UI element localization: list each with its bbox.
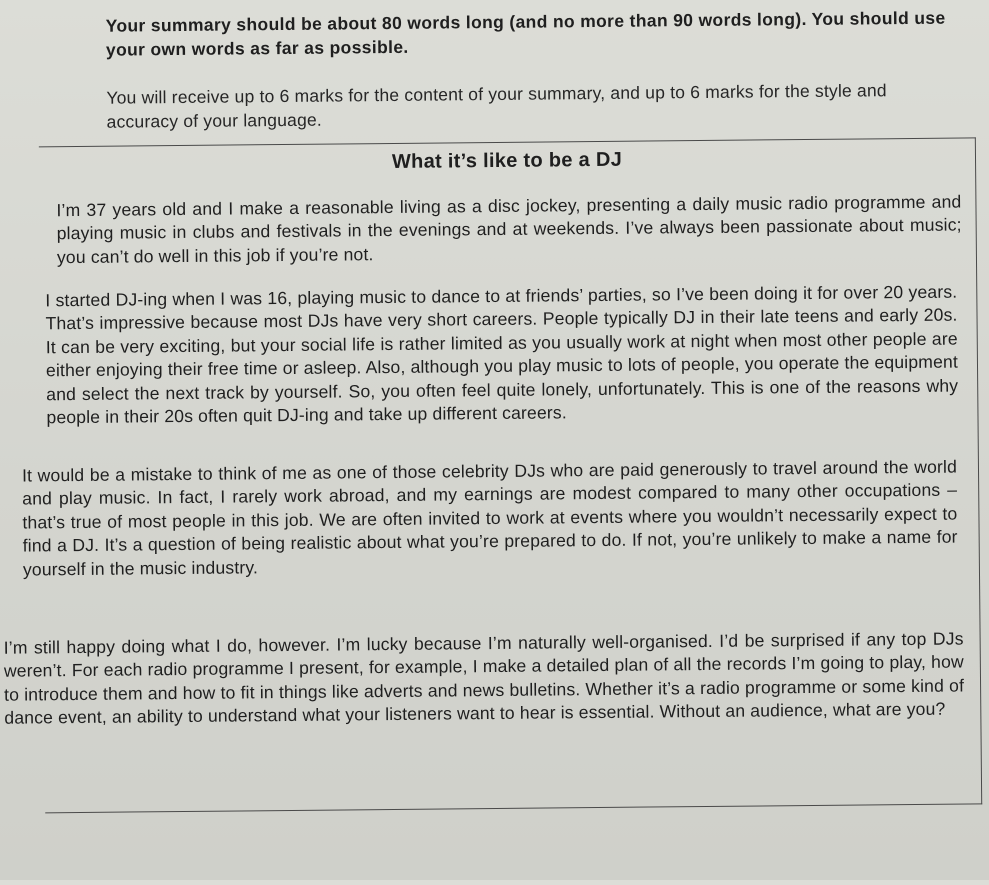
article-paragraph-1: I’m 37 years old and I make a reasonable living as a disc jockey, presenting a daily music radio programme and playing music in clubs and festivals in the evenings and at weekends. I’ve always been passionate about music; you can’t do well in this job if you’re not. xyxy=(56,191,962,268)
article-paragraph-2: I started DJ-ing when I was 16, playing music to dance to at friends’ parties, so I’ve been doing it for over 20 years. That’s impressive because most DJs have very short careers. People typically DJ in their late teens and early 20s. It can be very exciting, but your social life is rather limited as you usually work at night when most other people are either enjoying their free time or asleep. Also, although you play music to lots of people, you operate the equipment and select the next track by yourself. So, you often feel quite lonely, unfortunately. This is one of the reasons why people in their 20s often quit DJ-ing and take up different careers. xyxy=(45,281,959,428)
article-paragraph-4: I’m still happy doing what I do, however. I’m lucky because I’m naturally well-organised. I’d be surprised if any top DJs weren’t. For each radio programme I present, for example, I make a detailed plan of all the records I’m going to play, how to introduce them and how to fit in things like adverts and news bulletins. Whether it’s a radio programme or some kind of dance event, an ability to understand what your listeners want to hear is essential. Without an audience, what are you? xyxy=(3,628,965,728)
article-paragraph-3: It would be a mistake to think of me as one of those celebrity DJs who are paid generously to travel around the world and play music. In fact, I rarely work abroad, and my earnings are modest compared to many other occupations – that’s true of most people in this job. We are often invited to work at events where you wouldn’t necessarily expect to find a DJ. It’s a question of being realistic about what you’re prepared to do. If not, you’re unlikely to make a name for yourself in the music industry. xyxy=(21,456,958,580)
article-title: What it’s like to be a DJ xyxy=(391,148,623,173)
marking-instruction: You will receive up to 6 marks for the content of your summary, and up to 6 marks for the style and accuracy of your language. xyxy=(106,80,887,132)
word-limit-instruction: Your summary should be about 80 words long (and no more than 90 words long). You should use your own words as far as possible. xyxy=(105,7,946,60)
